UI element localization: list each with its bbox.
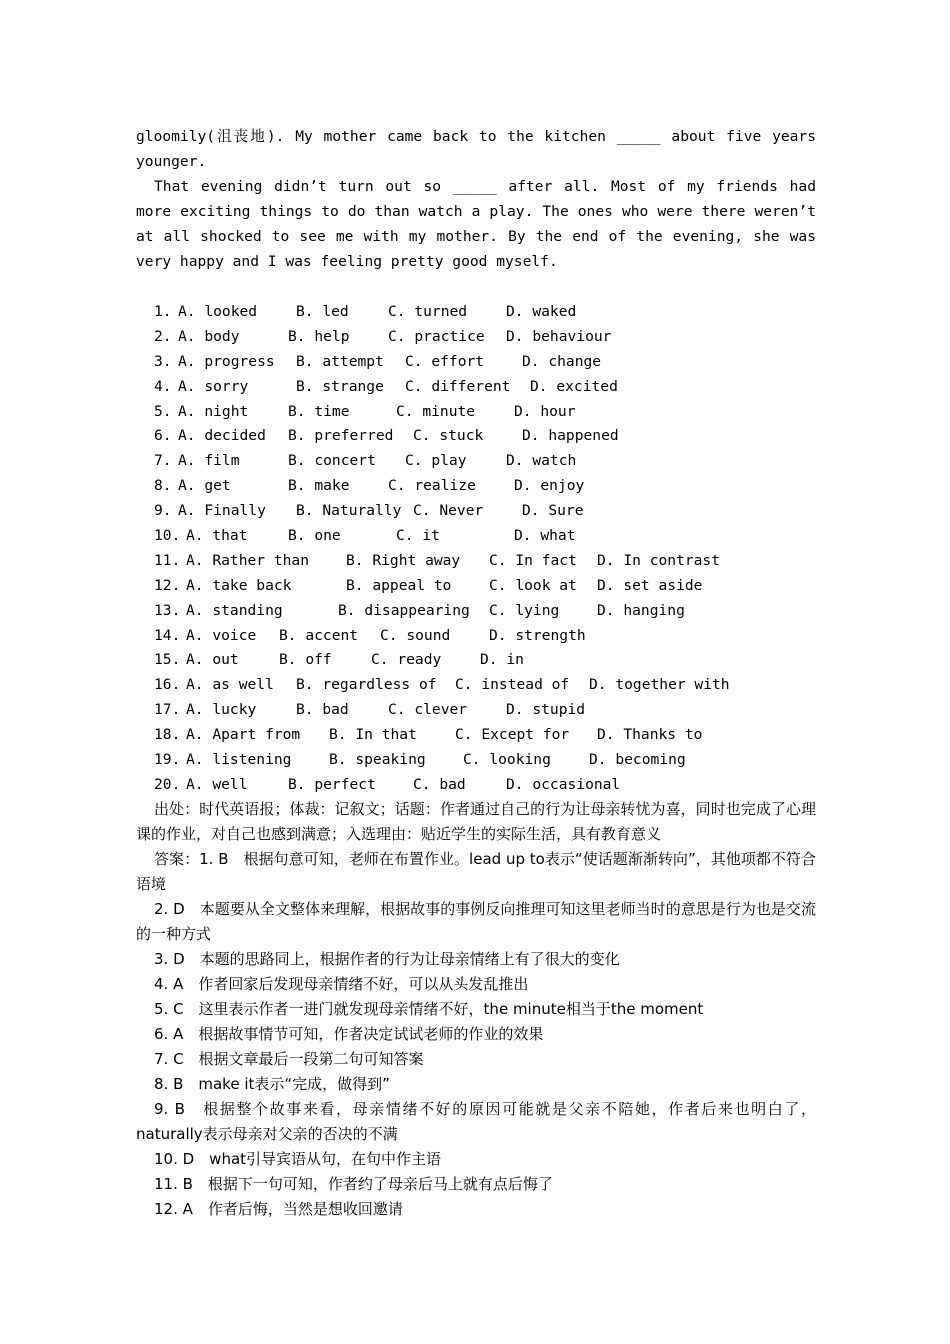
- question-number: 4.: [154, 377, 172, 395]
- option-d: D. change: [522, 352, 602, 370]
- option-a: A. progress: [178, 352, 275, 370]
- option-b: B. bad: [296, 701, 349, 719]
- option-a: A. Finally: [178, 502, 266, 520]
- option-c: C. lying: [489, 601, 560, 619]
- option-d: D. Sure: [522, 502, 584, 520]
- option-a: A. sorry: [178, 377, 249, 395]
- option-row: [136, 772, 816, 797]
- option-b: B. strange: [296, 377, 384, 395]
- answer-line: 6. A 根据故事情节可知，作者决定试试老师的作业的效果: [154, 1024, 544, 1043]
- question-number: 15.: [154, 651, 181, 669]
- question-number: 1.: [154, 303, 172, 320]
- option-a: A. listening: [186, 751, 292, 769]
- option-a: A. film: [178, 452, 240, 470]
- question-number: 3.: [154, 352, 172, 370]
- option-d: D. waked: [506, 303, 577, 320]
- question-number: 12.: [154, 576, 181, 594]
- question-number: 20.: [154, 775, 181, 793]
- option-d: D. hour: [514, 402, 576, 420]
- option-d: D. excited: [530, 377, 618, 395]
- option-c: C. clever: [388, 701, 468, 719]
- answer-line: 3. D 本题的思路同上，根据作者的行为让母亲情绪上有了很大的变化: [154, 949, 620, 968]
- option-row: [136, 349, 816, 374]
- option-d: D. happened: [522, 427, 619, 445]
- option-row: [136, 299, 816, 324]
- option-b: B. Right away: [346, 551, 461, 569]
- option-c: C. look at: [489, 576, 577, 594]
- option-row: [136, 747, 816, 772]
- option-b: B. help: [288, 327, 350, 345]
- option-row: [136, 448, 816, 473]
- options-list: [136, 299, 816, 797]
- option-row: [136, 598, 816, 623]
- option-c: C. it: [396, 527, 440, 545]
- option-c: C. bad: [413, 775, 466, 793]
- option-c: C. stuck: [413, 427, 484, 445]
- option-d: D. strength: [489, 626, 586, 644]
- question-number: 17.: [154, 701, 181, 719]
- question-number: 11.: [154, 551, 181, 569]
- option-b: B. accent: [279, 626, 359, 644]
- option-a: A. take back: [186, 576, 292, 594]
- option-c: C. play: [405, 452, 467, 470]
- source-note: 出处：时代英语报；体裁：记叙文；话题：作者通过自己的行为让母亲转忧为喜，同时也完成了心理课的作业，对自己也感到满意；入选理由：贴近学生的实际生活，具有教育意义: [136, 799, 816, 843]
- source-and-answers: [136, 797, 816, 1222]
- option-c: C. ready: [371, 651, 442, 669]
- option-d: D. set aside: [597, 576, 703, 594]
- option-a: A. lucky: [186, 701, 257, 719]
- option-d: D. becoming: [589, 751, 686, 769]
- option-d: D. watch: [506, 452, 577, 470]
- option-d: D. behaviour: [506, 327, 612, 345]
- option-row: [136, 623, 816, 648]
- option-row: [136, 498, 816, 523]
- option-a: A. night: [178, 402, 249, 420]
- option-row: [136, 722, 816, 747]
- option-a: A. that: [186, 527, 248, 545]
- answer-line: 答案：1. B 根据句意可知，老师在布置作业。lead up to表示“使话题渐渐转向”，其他项都不符合语境: [136, 849, 816, 893]
- question-number: 16.: [154, 676, 181, 694]
- option-row: [136, 399, 816, 424]
- option-b: B. preferred: [288, 427, 394, 445]
- answer-line: 4. A 作者回家后发现母亲情绪不好，可以从头发乱推出: [154, 974, 529, 993]
- option-row: [136, 423, 816, 448]
- option-a: A. decided: [178, 427, 266, 445]
- option-b: B. appeal to: [346, 576, 452, 594]
- option-c: C. practice: [388, 327, 485, 345]
- option-row: [136, 647, 816, 672]
- option-d: D. enjoy: [514, 477, 585, 495]
- option-c: C. Except for: [455, 726, 570, 744]
- option-row: [136, 573, 816, 598]
- question-number: 2.: [154, 327, 172, 345]
- option-b: B. time: [288, 402, 350, 420]
- option-b: B. disappearing: [338, 601, 470, 619]
- option-row: [136, 697, 816, 722]
- option-b: B. one: [288, 527, 341, 545]
- option-d: D. stupid: [506, 701, 586, 719]
- option-d: D. In contrast: [597, 551, 721, 569]
- document-page: [136, 124, 816, 1222]
- option-d: D. in: [480, 651, 524, 669]
- option-a: A. as well: [186, 676, 274, 694]
- option-row: [136, 374, 816, 399]
- option-c: C. turned: [388, 303, 468, 320]
- option-a: A. body: [178, 327, 240, 345]
- option-row: [136, 548, 816, 573]
- option-b: B. Naturally: [296, 502, 402, 520]
- option-a: A. Rather than: [186, 551, 310, 569]
- option-c: C. different: [405, 377, 511, 395]
- question-number: 18.: [154, 726, 181, 744]
- option-b: B. regardless of: [296, 676, 437, 694]
- option-c: C. instead of: [455, 676, 570, 694]
- question-number: 6.: [154, 427, 172, 445]
- answer-line: 8. B make it表示“完成，做得到”: [154, 1074, 390, 1093]
- option-c: C. In fact: [489, 551, 577, 569]
- option-d: D. occasional: [506, 775, 621, 793]
- passage-line: gloomily(沮丧地). My mother came back to the kitchen _____ about five years: [136, 128, 816, 145]
- option-row: [136, 473, 816, 498]
- option-a: A. get: [178, 477, 231, 495]
- question-number: 14.: [154, 626, 181, 644]
- answer-line: 2. D 本题要从全文整体来理解，根据故事的事例反向推理可知这里老师当时的意思是行为也是交流的一种方式: [136, 899, 816, 943]
- question-number: 7.: [154, 452, 172, 470]
- option-row: [136, 324, 816, 349]
- option-d: D. hanging: [597, 601, 685, 619]
- question-number: 9.: [154, 502, 172, 520]
- answer-line: 12. A 作者后悔，当然是想收回邀请: [154, 1199, 403, 1218]
- option-b: B. In that: [329, 726, 417, 744]
- option-b: B. speaking: [329, 751, 426, 769]
- option-b: B. make: [288, 477, 350, 495]
- option-c: C. looking: [463, 751, 551, 769]
- option-a: A. looked: [178, 303, 258, 320]
- question-number: 19.: [154, 751, 181, 769]
- option-a: A. out: [186, 651, 239, 669]
- option-c: C. realize: [388, 477, 476, 495]
- passage-paragraph: That evening didn’t turn out so _____ after all. Most of my friends had more exciting things to do than watch a play. The ones who were there weren’t at all shocked to see me with my mother. By the end of the evening, she was very happy and I was feeling pretty good myself.: [136, 178, 816, 270]
- option-a: A. voice: [186, 626, 257, 644]
- option-b: B. concert: [288, 452, 376, 470]
- option-c: C. minute: [396, 402, 476, 420]
- question-number: 10.: [154, 527, 181, 545]
- option-b: B. attempt: [296, 352, 384, 370]
- option-b: B. perfect: [288, 775, 376, 793]
- answer-line: 9. B 根据整个故事来看，母亲情绪不好的原因可能就是父亲不陪她，作者后来也明白了，naturally表示母亲对父亲的否决的不满: [136, 1099, 816, 1143]
- option-a: A. Apart from: [186, 726, 301, 744]
- option-row: [136, 672, 816, 697]
- question-number: 13.: [154, 601, 181, 619]
- question-number: 8.: [154, 477, 172, 495]
- option-c: C. effort: [405, 352, 485, 370]
- answer-line: 10. D what引导宾语从句，在句中作主语: [154, 1149, 442, 1168]
- answer-line: 7. C 根据文章最后一段第二句可知答案: [154, 1049, 424, 1068]
- option-c: C. Never: [413, 502, 484, 520]
- option-b: B. led: [296, 303, 349, 320]
- option-b: B. off: [279, 651, 332, 669]
- option-d: D. Thanks to: [597, 726, 703, 744]
- answer-line: 5. C 这里表示作者一进门就发现母亲情绪不好，the minute相当于the moment: [154, 999, 704, 1018]
- answer-line: 11. B 根据下一句可知，作者约了母亲后马上就有点后悔了: [154, 1174, 553, 1193]
- option-row: [136, 523, 816, 548]
- question-number: 5.: [154, 402, 172, 420]
- option-d: D. together with: [589, 676, 730, 694]
- option-a: A. well: [186, 775, 248, 793]
- option-d: D. what: [514, 527, 576, 545]
- option-a: A. standing: [186, 601, 283, 619]
- passage-line: younger.: [136, 153, 207, 170]
- option-c: C. sound: [380, 626, 451, 644]
